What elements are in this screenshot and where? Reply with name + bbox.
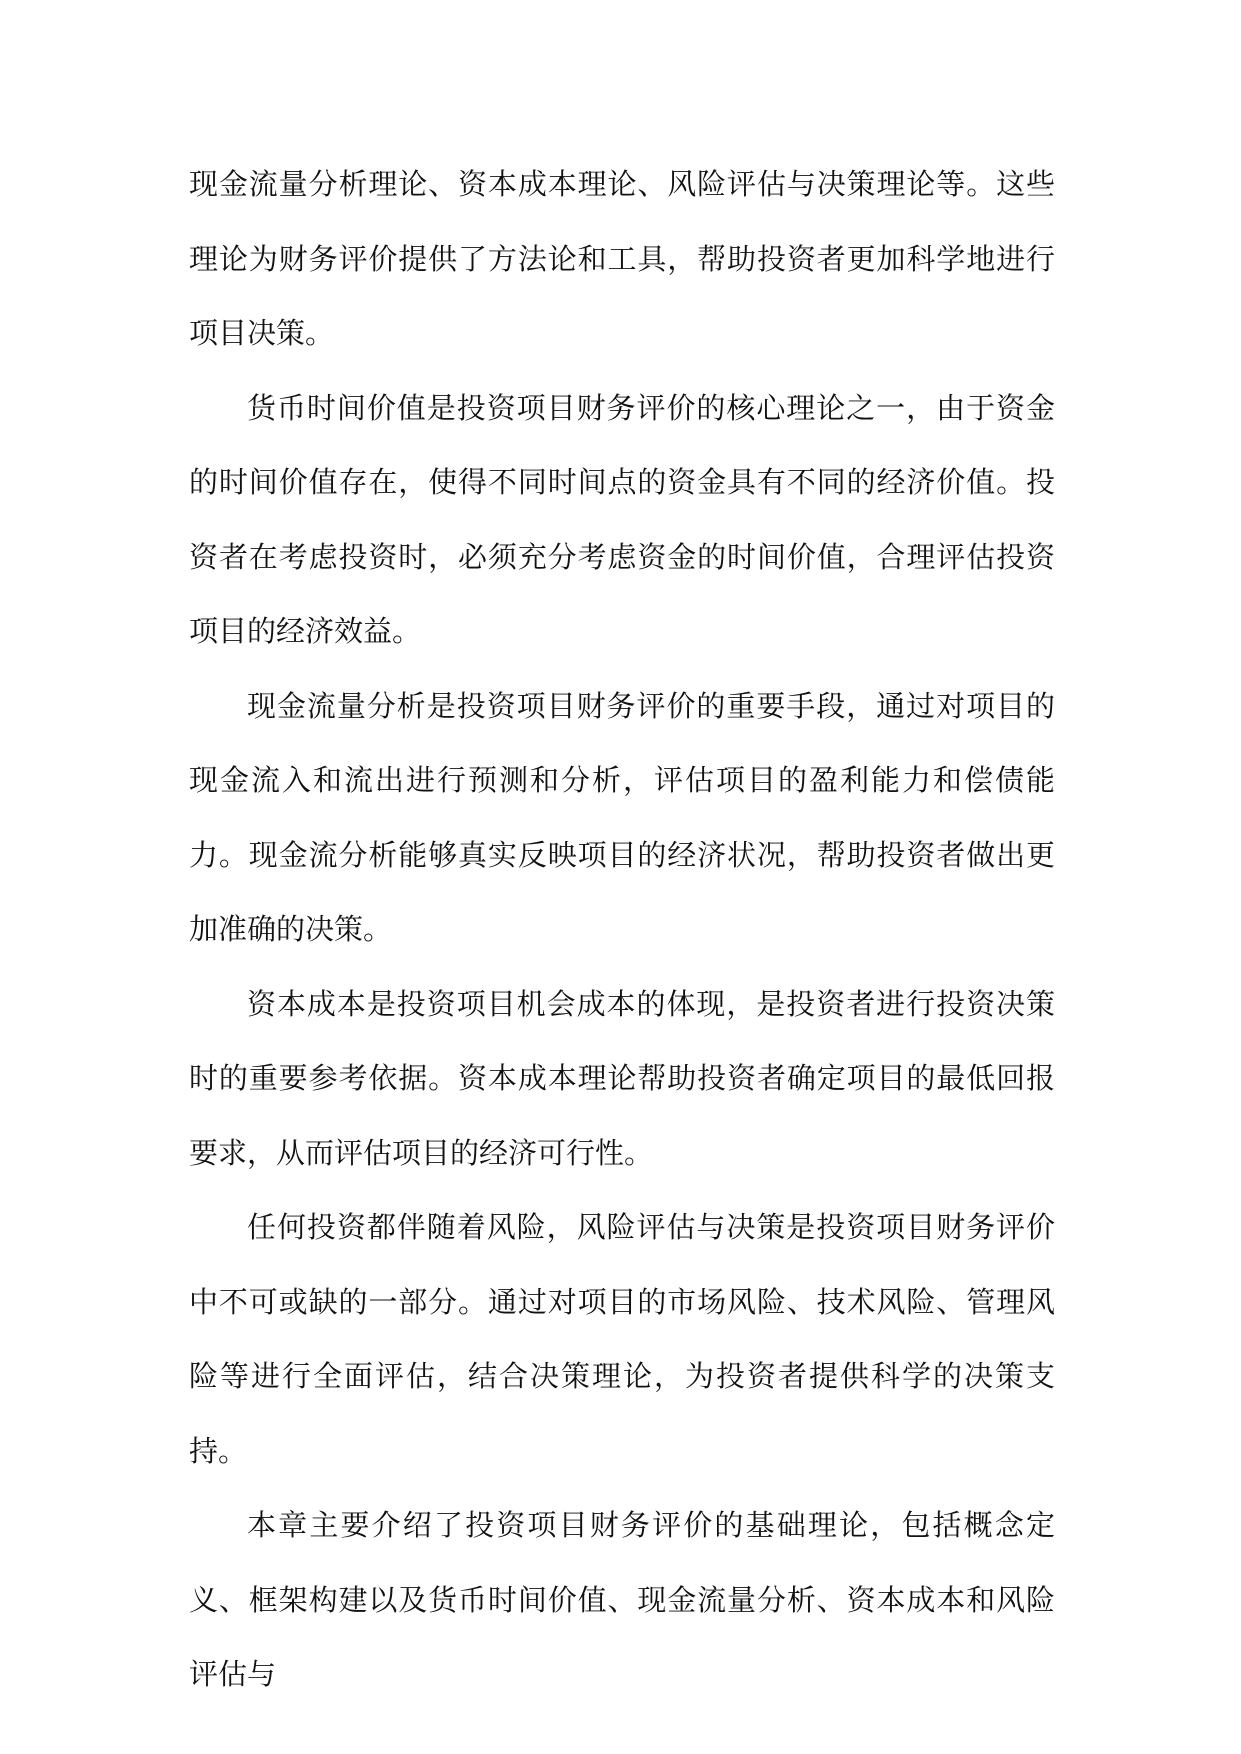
paragraph-1: 现金流量分析理论、资本成本理论、风险评估与决策理论等。这些理论为财务评价提供了方法论和工具，帮助投资者更加科学地进行项目决策。 [189,167,1055,350]
paragraph-5: 任何投资都伴随着风险，风险评估与决策是投资项目财务评价中不可或缺的一部分。通过对项目的市场风险、技术风险、管理风险等进行全面评估，结合决策理论，为投资者提供科学的决策支持。 [189,1210,1055,1468]
paragraph-2: 货币时间价值是投资项目财务评价的核心理论之一，由于资金的时间价值存在，使得不同时间点的资金具有不同的经济价值。投资者在考虑投资时，必须充分考虑资金的时间价值，合理评估投资项目的经济效益。 [189,390,1055,648]
paragraph-6: 本章主要介绍了投资项目财务评价的基础理论，包括概念定义、框架构建以及货币时间价值、现金流量分析、资本成本和风险评估与 [189,1508,1055,1691]
paragraph-4: 资本成本是投资项目机会成本的体现，是投资者进行投资决策时的重要参考依据。资本成本理论帮助投资者确定项目的最低回报要求，从而评估项目的经济可行性。 [189,986,1055,1170]
paragraph-3: 现金流量分析是投资项目财务评价的重要手段，通过对项目的现金流入和流出进行预测和分析，评估项目的盈利能力和偿债能力。现金流分析能够真实反映项目的经济状况，帮助投资者做出更加准确的决策。 [189,688,1055,946]
document-body [189,147,1055,1712]
